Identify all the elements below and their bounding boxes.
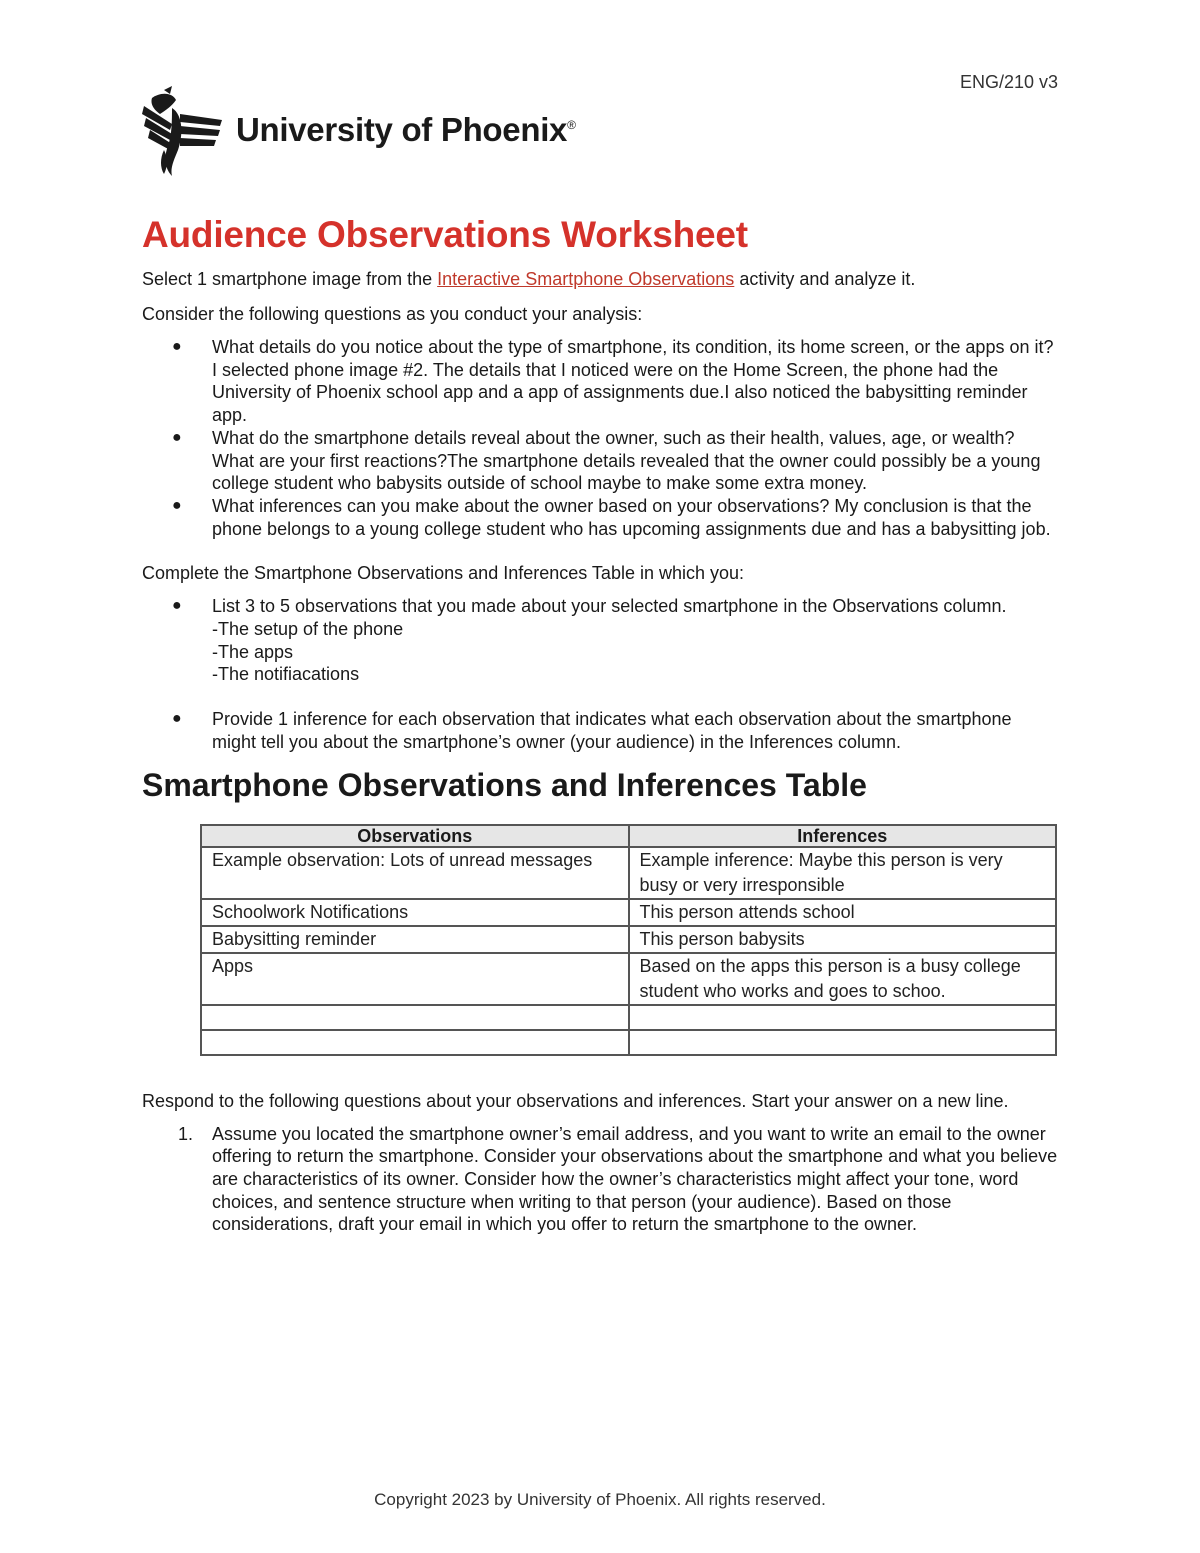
table-header-row [201,825,1056,847]
analysis-questions-list [142,336,1058,540]
document-code: ENG/210 v3 [959,72,1058,92]
observations-table [200,824,1057,1056]
inference-cell[interactable]: This person attends school [629,899,1057,926]
bullet-icon: ● [172,496,182,514]
observation-cell[interactable]: Example observation: Lots of unread messages [201,847,629,899]
inference-cell[interactable]: Based on the apps this person is a busy college student who works and goes to schoo. [629,953,1057,1005]
list-item: ● List 3 to 5 observations that you made about your selected smartphone in the Observations column. -The setup of the phone -The apps -The notifiacations [142,595,1058,686]
observation-cell[interactable]: Apps [201,953,629,1005]
list-item: ● What details do you notice about the type of smartphone, its condition, its home screen, or the apps on it? I selected phone image #2. The details that I noticed were on the Home Screen, the phone had the University of Phoenix school app and a app of assignments due.I also noticed the babysitting reminder app. [172,337,1054,426]
bullet-icon: ● [172,428,182,446]
university-logo [142,84,576,176]
response-questions-list [142,1123,1058,1237]
observations-header: Observations [201,825,629,847]
document-body [142,210,1058,1236]
observation-line: -The notifiacations [212,664,360,685]
inference-cell[interactable] [629,1005,1057,1030]
table-row [201,953,1056,1005]
list-item: ● What do the smartphone details reveal about the owner, such as their health, values, age, or wealth? What are your first reactions?The smartphone details revealed that the owner could possibly be a young college student who babysits outside of school maybe to make some extra money. [172,427,1041,494]
page-title: Audience Observations Worksheet [142,214,748,255]
table-row [201,847,1056,899]
complete-instruction: Complete the Smartphone Observations and Inferences Table in which you: [142,563,745,584]
table-row [201,899,1056,926]
table-row [201,1005,1056,1030]
copyright-footer: Copyright 2023 by University of Phoenix. All rights reserved. [374,1490,826,1509]
inference-cell[interactable]: Example inference: Maybe this person is very busy or very irresponsible [629,847,1057,899]
consider-instruction: Consider the following questions as you conduct your analysis: [142,304,643,324]
bullet-icon: ● [172,338,182,355]
table-row [201,926,1056,953]
respond-instruction: Respond to the following questions about your observations and inferences. Start your answer on a new line. [142,1090,1009,1111]
bullet-icon: ● [172,597,182,615]
select-instruction: Select 1 smartphone image from the Interactive Smartphone Observations activity and analyze it. [142,269,916,289]
inference-cell[interactable] [629,1030,1057,1055]
observation-line: -The apps [212,641,294,662]
list-item: ● Provide 1 inference for each observation that indicates what each observation about the smartphone might tell you about the smartphone’s owner (your audience) in the Inferences column. [172,709,1012,752]
bullet-icon: ● [172,710,182,728]
item-number: 1. [178,1123,194,1144]
interactive-smartphone-link[interactable]: Interactive Smartphone Observations [437,269,735,289]
registered-mark: ® [567,118,576,132]
observation-cell[interactable]: Babysitting reminder [201,926,629,953]
list-item: ● What inferences can you make about the owner based on your observations? My conclusion is that the phone belongs to a young college student who has upcoming assignments due and has a babysitting job. [172,495,1051,539]
list-item: 1. Assume you located the smartphone owner’s email address, and you want to write an email to the owner offering to return the smartphone. Consider your observations about the smartphone and what you believe are characteristics of its owner. Consider how the owner’s characteristics might affect your tone, word choices, and sentence structure when writing to that person (your audience). Based on those considerations, draft your email in which you offer to return the smartphone to the owner. [178,1123,1058,1235]
inferences-header: Inferences [629,825,1057,847]
table-tasks-list [142,595,1058,753]
observation-cell[interactable]: Schoolwork Notifications [201,899,629,926]
table-row [201,1030,1056,1055]
table-title: Smartphone Observations and Inferences Table [142,766,867,803]
observation-line: -The setup of the phone [212,619,404,640]
phoenix-logo-icon [142,84,224,176]
observation-cell[interactable] [201,1030,629,1055]
observation-cell[interactable] [201,1005,629,1030]
logo-wordmark: University of Phoenix® [236,111,576,148]
inference-cell[interactable]: This person babysits [629,926,1057,953]
